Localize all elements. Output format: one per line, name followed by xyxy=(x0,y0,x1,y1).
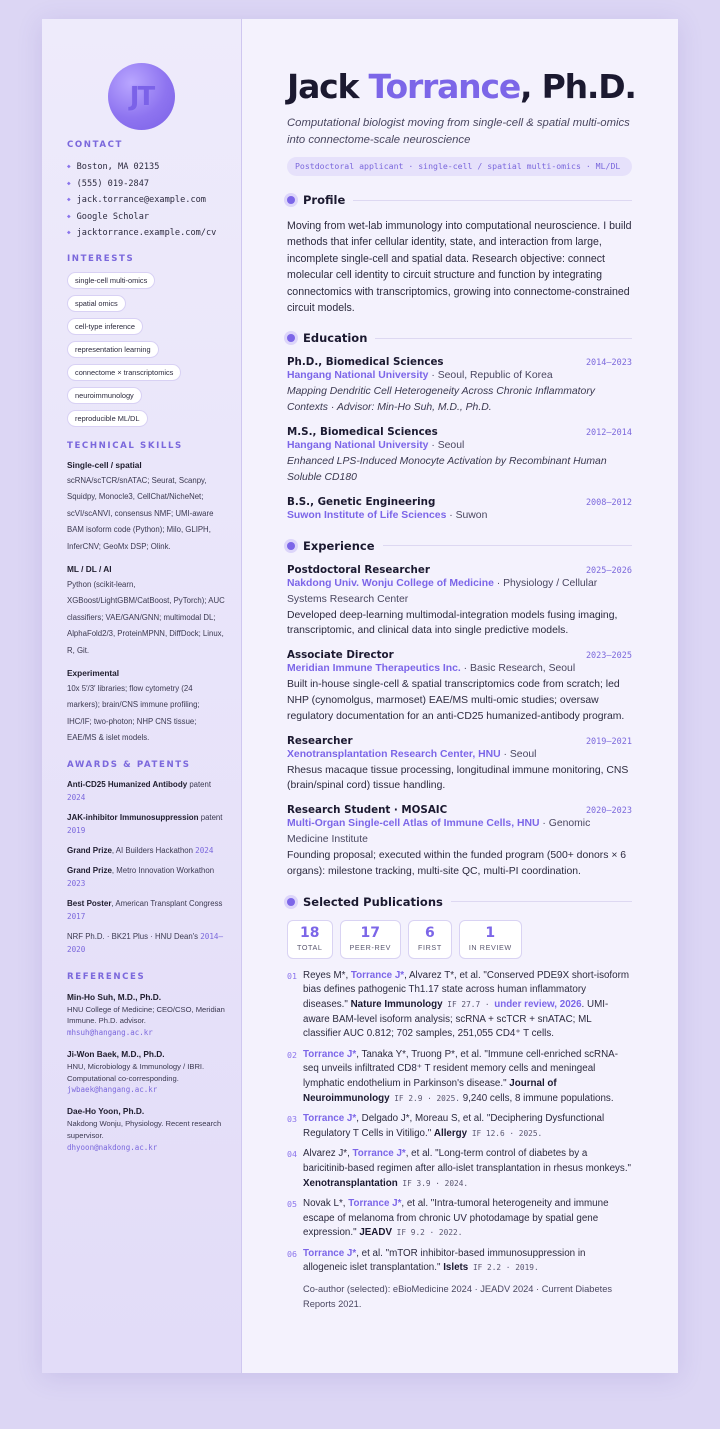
skill-group-title: ML / DL / AI xyxy=(67,564,112,574)
publication-title: , et al. "Intra-tumoral heterogeneity and immune escape of melanoma from chronic UV photodamage by spatial gene expression." xyxy=(303,1198,609,1239)
interest-chip: single-cell multi-omics xyxy=(67,272,155,289)
organization: Meridian Immune Therapeutics Inc. xyxy=(287,663,461,675)
skill-group xyxy=(67,564,225,659)
name-suffix: , Ph.D. xyxy=(520,67,636,106)
role-title: Research Student · MOSAIC xyxy=(287,804,448,817)
award-detail: patent xyxy=(198,812,223,822)
journal: Journal of Neuroimmunology xyxy=(303,1077,557,1104)
authors-before: Reyes M*, xyxy=(303,969,351,981)
location: · Basic Research, Seoul xyxy=(460,663,576,675)
date-range: 2019–2021 xyxy=(585,736,632,747)
author-self: Torrance J* xyxy=(303,1247,357,1259)
date-range: 2020–2023 xyxy=(585,806,632,817)
reference-item xyxy=(67,1048,225,1096)
role-title: Postdoctoral Researcher xyxy=(287,563,430,576)
thesis: Enhanced LPS-Induced Monocyte Activation by Recombinant Human Soluble CD180 xyxy=(287,456,607,483)
reference-name: Dae-Ho Yoon, Ph.D. xyxy=(67,1106,145,1117)
stat-in-review xyxy=(459,920,522,959)
education-entry xyxy=(287,356,632,416)
location: · Seoul xyxy=(500,748,537,760)
award-name: Best Poster xyxy=(67,898,112,908)
interest-chip: cell-type inference xyxy=(67,318,143,335)
award-item xyxy=(67,778,225,804)
divider xyxy=(383,545,632,546)
name-last: Torrance xyxy=(368,67,520,106)
bullet-dot-icon xyxy=(287,334,295,342)
stat-label: PEER-REV xyxy=(349,942,392,952)
authors-before: Novak L*, xyxy=(303,1198,349,1210)
divider xyxy=(451,901,632,902)
experience-entry xyxy=(287,804,632,880)
award-detail: , Metro Innovation Workathon xyxy=(111,865,215,875)
education-heading xyxy=(287,331,632,345)
bullet-dot-icon xyxy=(287,898,295,906)
interest-chip: neuroimmunology xyxy=(67,387,142,404)
references-heading: REFERENCES xyxy=(67,971,146,982)
award-year: 2014–2020 xyxy=(67,931,224,954)
author-self: Torrance J* xyxy=(348,1198,402,1210)
sidebar xyxy=(42,19,242,1373)
institution: Hangang National University xyxy=(287,440,429,452)
award-detail: patent xyxy=(187,779,211,789)
award-item xyxy=(67,897,225,923)
author-self: Torrance J* xyxy=(350,969,405,981)
interest-chip: representation learning xyxy=(67,341,159,358)
reference-name: Ji-Won Baek, M.D., Ph.D. xyxy=(67,1049,165,1060)
tagline: Computational biologist moving from single-cell & spatial multi-omics into connectome-scale neuroscience xyxy=(287,117,630,146)
degree-title: B.S., Genetic Engineering xyxy=(287,495,436,508)
awards-heading: AWARDS & PATENTS xyxy=(67,759,191,770)
impact-factor: IF 9.2 · 2022. xyxy=(391,1228,463,1238)
experience-entry xyxy=(287,649,632,724)
publication-number: 02 xyxy=(287,1049,297,1060)
award-detail: , AI Builders Hackathon xyxy=(111,845,196,855)
education-entry xyxy=(287,426,632,486)
author-self: Torrance J* xyxy=(303,1113,357,1125)
journal: JEADV xyxy=(359,1227,392,1239)
contact-email[interactable]: ◆ jack.torrance@example.com xyxy=(67,192,225,209)
award-year: 2023 xyxy=(67,878,86,888)
location: · Suwon xyxy=(446,509,488,521)
interest-chip: reproducible ML/DL xyxy=(67,410,148,427)
impact-factor: IF 2.2 · 2019. xyxy=(468,1263,539,1273)
role-title: Associate Director xyxy=(287,649,394,662)
section-title: Profile xyxy=(303,193,346,207)
publication-note: 9,240 cells, 8 immune populations. xyxy=(459,1092,614,1104)
stat-label: IN REVIEW xyxy=(468,942,512,952)
organization: Nakdong Univ. Wonju College of Medicine xyxy=(287,577,494,589)
publication-title: , Alvarez T*, et al. "Conserved PDE9X short-isoform bias defines pathogenic Th1.17 state across human inflammatory diseases." xyxy=(303,969,630,1010)
publication-item xyxy=(287,1197,632,1241)
location: · Seoul xyxy=(428,440,465,452)
author-self: Torrance J* xyxy=(352,1148,406,1160)
publication-title: , Tanaka Y*, Truong P*, et al. "Immune cell-enriched scRNA-seq unveils infiltrated CD8⁺ T resident memory cells and meningeal lymphatic endothelium in Parkinson's disease." xyxy=(303,1048,618,1089)
resume-sheet xyxy=(42,19,678,1373)
award-item xyxy=(67,930,225,956)
contact-location: ◆ Boston, MA 02135 xyxy=(67,159,225,176)
contact-website-link[interactable]: ◆ jacktorrance.example.com/cv xyxy=(67,225,225,242)
reference-email[interactable]: dhyoon@nakdong.ac.kr xyxy=(67,1142,158,1152)
award-name: Grand Prize xyxy=(67,845,112,855)
organization: Multi-Organ Single-cell Atlas of Immune Cells, HNU xyxy=(287,818,540,830)
interests-heading: INTERESTS xyxy=(67,253,135,264)
reference-desc: HNU, Microbiology & Immunology / IBRI. Computational co-corresponding. xyxy=(67,1062,205,1083)
reference-email[interactable]: mhsuh@hangang.ac.kr xyxy=(67,1028,153,1038)
skill-group xyxy=(67,668,225,747)
role-title: Researcher xyxy=(287,734,353,747)
award-name: Anti-CD25 Humanized Antibody xyxy=(67,779,188,789)
reference-desc: HNU College of Medicine; CEO/CSO, Meridian Immune. Ph.D. advisor. xyxy=(67,1004,225,1026)
stat-label: TOTAL xyxy=(297,942,323,952)
location: · Seoul, Republic of Korea xyxy=(428,370,553,382)
award-year: 2019 xyxy=(67,825,86,835)
award-detail: , American Transplant Congress xyxy=(111,898,223,908)
date-range: 2023–2025 xyxy=(585,651,632,662)
publication-item xyxy=(287,1247,632,1276)
impact-factor: IF 3.9 · 2024. xyxy=(397,1178,469,1188)
organization: Xenotransplantation Research Center, HNU xyxy=(287,748,501,760)
reference-item xyxy=(67,1105,225,1153)
interest-chip: spatial omics xyxy=(67,295,126,312)
publications-heading xyxy=(287,895,632,909)
reference-email[interactable]: jwbaek@hangang.ac.kr xyxy=(67,1085,158,1095)
author-self: Torrance J* xyxy=(303,1048,357,1060)
skill-group-text: Python (scikit-learn, XGBoost/LightGBM/CatBoost, PyTorch); AUC classifiers; VAE/GAN/GNN; multimodal DL; AlphaFold2/3, ProteinMPNN, DiffDock; Linux, R, Git. xyxy=(67,580,225,655)
publication-number: 01 xyxy=(287,970,297,981)
publication-number: 05 xyxy=(287,1199,297,1210)
position-pill: Postdoctoral applicant · single-cell / spatial multi-omics · ML/DL xyxy=(287,157,632,176)
degree-title: M.S., Biomedical Sciences xyxy=(287,426,438,439)
date-range: 2008–2012 xyxy=(585,497,632,508)
interest-chip: connectome × transcriptomics xyxy=(67,364,181,381)
profile-text: Moving from wet-lab immunology into computational neuroscience. I build methods that infer cellular identity, state, and interaction from large, incomplete single-cell and spatial data. Research objective: connect molecular cell identity to circuit structure and function by integrating connectomics with transcriptomics, growing into connectome-constrained circuit models. xyxy=(287,220,632,315)
publication-stats xyxy=(287,920,632,959)
coauthor-note: Co-author (selected): eBioMedicine 2024 · JEADV 2024 · Current Diabetes Reports 2021. xyxy=(303,1284,613,1309)
experience-heading xyxy=(287,539,632,553)
award-year: 2017 xyxy=(67,911,86,921)
section-title: Experience xyxy=(303,538,375,553)
publication-title: , et al. "Long-term control of diabetes by a baricitinib-based regimen after allo-islet transplantation in rhesus monkeys." xyxy=(303,1148,632,1174)
journal: Nature Immunology xyxy=(350,998,443,1010)
journal: Islets xyxy=(443,1262,469,1274)
award-item xyxy=(67,844,225,857)
main-content xyxy=(242,19,678,1373)
impact-factor: IF 2.9 · 2025. xyxy=(389,1093,460,1103)
journal: Allergy xyxy=(433,1127,468,1139)
location: · Genomic Medicine Institute xyxy=(287,818,591,846)
publication-item xyxy=(287,1147,632,1191)
contact-heading: CONTACT xyxy=(67,140,124,150)
skill-group-title: Single-cell / spatial xyxy=(67,459,142,470)
contact-scholar-link[interactable]: ◆ Google Scholar xyxy=(67,209,225,226)
impact-factor: IF 12.6 · 2025. xyxy=(467,1128,543,1138)
award-year: 2024 xyxy=(67,792,86,802)
stat-first-author xyxy=(408,920,452,959)
skill-group-title: Experimental xyxy=(67,668,120,679)
impact-factor: IF 27.7 · xyxy=(442,999,495,1009)
award-item xyxy=(67,811,225,837)
publication-note: . UMI-aware BAM-level isoform analysis; scRNA + scTCR + snATAC; ML classifier AUC 0.812; 702 samples, 251,055 CD4⁺ T cells. xyxy=(303,998,609,1040)
profile-heading xyxy=(287,193,632,207)
stat-label: FIRST xyxy=(418,942,442,952)
divider xyxy=(375,338,632,339)
education-entry xyxy=(287,496,632,524)
avatar: JT xyxy=(108,63,175,130)
role-description: Developed deep-learning multimodal-integration models fusing imaging, transcriptomic, and clinical data into single predictive models. xyxy=(287,609,618,637)
contact-list xyxy=(67,159,225,242)
stat-peer-reviewed xyxy=(340,920,402,959)
publication-title: , et al. "mTOR inhibitor-based immunosuppression in allogeneic islet transplantation." xyxy=(303,1247,586,1274)
reference-item xyxy=(67,991,225,1039)
bullet-dot-icon xyxy=(287,542,295,550)
degree-title: Ph.D., Biomedical Sciences xyxy=(287,356,444,369)
stat-value: 1 xyxy=(485,924,496,941)
location: · Physiology / Cellular Systems Research Center xyxy=(287,577,598,605)
stat-value: 17 xyxy=(360,924,381,941)
section-title: Selected Publications xyxy=(303,894,443,909)
experience-entry xyxy=(287,735,632,795)
publication-item xyxy=(287,1048,632,1106)
institution: Suwon Institute of Life Sciences xyxy=(287,509,447,521)
reference-desc: Nakdong Wonju, Physiology. Recent research supervisor. xyxy=(67,1119,222,1141)
award-name: JAK-inhibitor Immunosuppression xyxy=(67,812,199,822)
stat-value: 18 xyxy=(300,924,320,941)
award-name: Grand Prize xyxy=(67,865,112,875)
publication-number: 06 xyxy=(287,1248,297,1259)
date-range: 2012–2014 xyxy=(585,428,632,439)
skill-group-text: scRNA/scTCR/snATAC; Seurat, Scanpy, Squidpy, Monocle3, CellChat/NicheNet; scVI/scANVI, consensus NMF; UMI-aware BAM isoform code (Python); Milo, GLIPH, InferCNV; GeoMx DSP; Olink. xyxy=(67,475,214,551)
award-detail: NRF Ph.D. · BK21 Plus · HNU Dean's xyxy=(67,931,201,941)
role-description: Rhesus macaque tissue processing, longitudinal immune monitoring, CNS (brain/spinal cord) tissue handling. xyxy=(287,764,629,792)
divider xyxy=(353,200,632,201)
date-range: 2025–2026 xyxy=(585,565,632,576)
publication-number: 04 xyxy=(287,1149,297,1160)
journal: Xenotransplantation xyxy=(303,1177,398,1189)
skill-group xyxy=(67,460,225,555)
interests-list xyxy=(67,272,225,427)
candidate-name xyxy=(287,67,636,107)
publication-item xyxy=(287,1112,632,1141)
publication-number: 03 xyxy=(287,1114,297,1125)
name-first: Jack xyxy=(287,67,369,106)
bullet-dot-icon xyxy=(287,196,295,204)
section-title: Education xyxy=(303,331,368,346)
role-description: Founding proposal; executed within the funded program (500+ donors × 6 organs): milestone tracking, multi-site QC, multi-PI coordination. xyxy=(287,850,627,877)
role-description: Built in-house single-cell & spatial transcriptomics code from scratch; led NHP (cynomolgus, marmoset) EAE/MS multi-omic studies; oversaw regulatory documentation for an anti-CD25 humanized-antibody program. xyxy=(287,679,625,722)
stat-total xyxy=(287,920,333,959)
experience-entry xyxy=(287,564,632,640)
publication-item xyxy=(287,969,632,1042)
publication-title: , Delgado J*, Moreau S, et al. "Deciphering Dysfunctional Regulatory T Cells in Vitiligo." xyxy=(303,1113,605,1139)
award-year: 2024 xyxy=(195,845,214,855)
reference-name: Min-Ho Suh, M.D., Ph.D. xyxy=(67,991,162,1002)
publication-list xyxy=(287,969,632,1276)
awards-list xyxy=(67,778,225,956)
date-range: 2014–2023 xyxy=(585,358,632,369)
skills-heading: TECHNICAL SKILLS xyxy=(67,440,183,451)
review-status: under review, 2026 xyxy=(494,998,582,1010)
thesis: Mapping Dendritic Cell Heterogeneity Across Chronic Inflammatory Contexts · Advisor: Min-Ho Suh, M.D., Ph.D. xyxy=(287,386,595,414)
skill-group-text: 10x 5′/3′ libraries; flow cytometry (24 markers); brain/CNS immune profiling; IHC/IF; two-photon; NHP CNS tissue; EAE/MS & islet models. xyxy=(67,684,200,743)
award-item xyxy=(67,864,225,890)
authors-before: Alvarez J*, xyxy=(303,1148,353,1160)
contact-phone[interactable]: ◆ (555) 019-2847 xyxy=(67,176,225,193)
institution: Hangang National University xyxy=(287,370,429,382)
stat-value: 6 xyxy=(425,924,435,941)
